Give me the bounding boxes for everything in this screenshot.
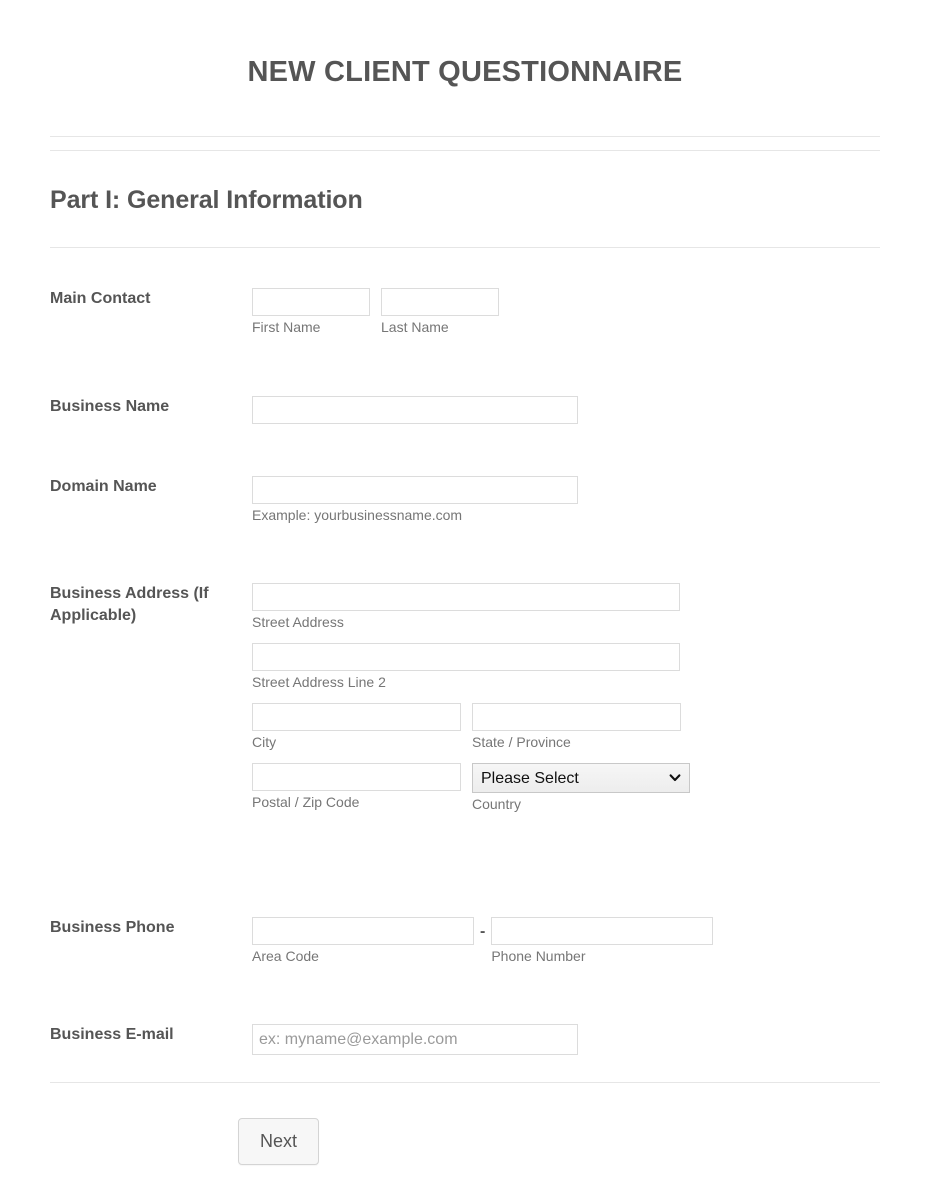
- sub-label-street-address: Street Address: [252, 614, 344, 630]
- page-title: NEW CLIENT QUESTIONNAIRE: [247, 56, 683, 88]
- next-button[interactable]: Next: [238, 1118, 319, 1165]
- sub-label-area-code: Area Code: [252, 948, 319, 964]
- controls-business-phone: [252, 917, 713, 965]
- city-input[interactable]: [252, 703, 461, 731]
- divider-section: [50, 247, 880, 248]
- sub-label-phone-number: Phone Number: [491, 948, 586, 964]
- label-domain-name: Domain Name: [50, 478, 157, 495]
- controls-domain-name: [252, 476, 578, 524]
- sub-label-city: City: [252, 734, 277, 750]
- sub-label-postal-zip: Postal / Zip Code: [252, 794, 360, 810]
- controls-main-contact: [252, 288, 499, 336]
- controls-business-name: [252, 396, 578, 424]
- hint-domain-name: Example: yourbusinessname.com: [252, 507, 463, 523]
- section-heading: Part I: General Information: [50, 186, 363, 214]
- label-main-contact: Main Contact: [50, 290, 151, 307]
- label-business-email: Business E-mail: [50, 1026, 174, 1043]
- street-address-input[interactable]: [252, 583, 680, 611]
- country-select-wrapper[interactable]: [472, 763, 690, 793]
- street-address-line2-input[interactable]: [252, 643, 680, 671]
- sub-label-street-address-line2: Street Address Line 2: [252, 674, 386, 690]
- area-code-input[interactable]: [252, 917, 474, 945]
- sub-label-last-name: Last Name: [381, 319, 449, 335]
- state-province-input[interactable]: [472, 703, 681, 731]
- divider-bottom: [50, 1082, 880, 1083]
- business-name-input[interactable]: [252, 396, 578, 424]
- divider-top-1: [50, 136, 880, 137]
- business-email-input[interactable]: [252, 1024, 578, 1055]
- controls-business-address: [252, 583, 690, 813]
- phone-separator: -: [480, 923, 486, 940]
- label-business-phone: Business Phone: [50, 919, 175, 936]
- sub-label-country: Country: [472, 796, 522, 812]
- sub-label-first-name: First Name: [252, 319, 321, 335]
- first-name-input[interactable]: [252, 288, 370, 316]
- label-business-name: Business Name: [50, 398, 170, 415]
- domain-name-input[interactable]: [252, 476, 578, 504]
- last-name-input[interactable]: [381, 288, 499, 316]
- phone-number-input[interactable]: [491, 917, 713, 945]
- country-select[interactable]: [472, 763, 690, 793]
- controls-business-email: [252, 1024, 578, 1055]
- sub-label-state-province: State / Province: [472, 734, 571, 750]
- label-business-address: Business Address (If Applicable): [50, 585, 209, 624]
- divider-top-2: [50, 150, 880, 151]
- postal-zip-input[interactable]: [252, 763, 461, 791]
